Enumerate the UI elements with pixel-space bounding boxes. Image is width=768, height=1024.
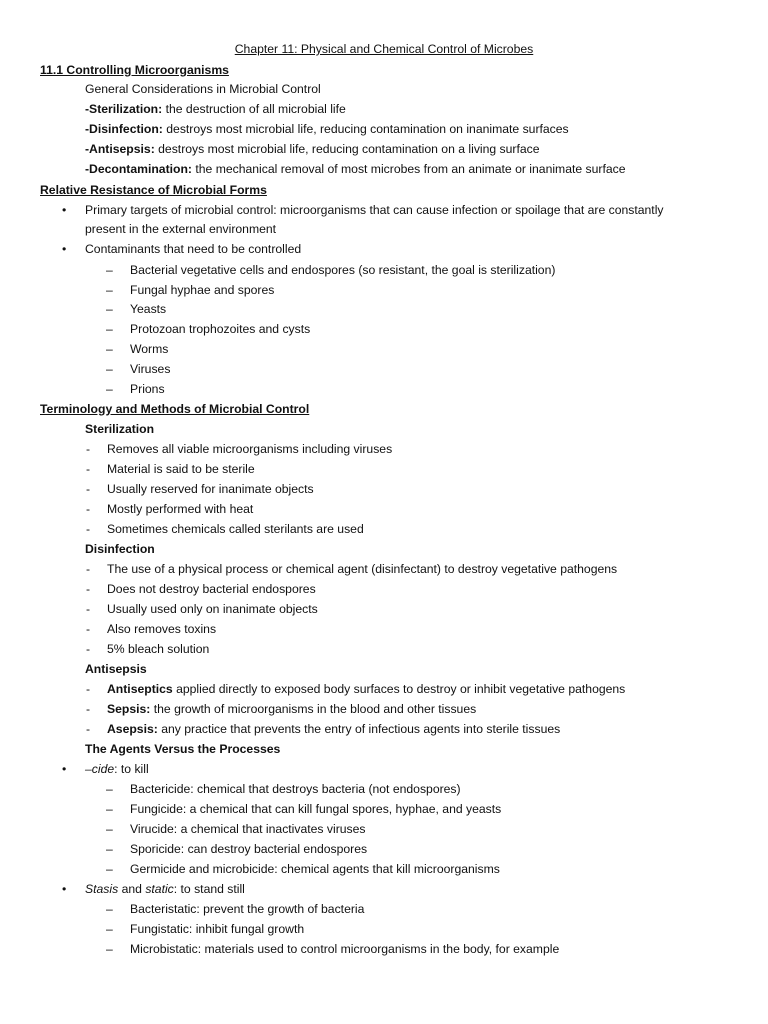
term: Sepsis: [107,702,151,716]
dash-icon: – [106,862,113,876]
term: -Antisepsis: [85,142,155,156]
list-item-contaminant: Bacterial vegetative cells and endospores (so resistant, the goal is sterilization) [130,263,556,277]
dash-icon: – [106,263,113,277]
term: –cide [85,762,115,776]
dash-icon: – [106,902,113,916]
list-item-static: Bacteristatic: prevent the growth of bacteria [130,902,365,916]
term: -Sterilization: [85,102,163,116]
list-item-sterilization: Material is said to be sterile [107,462,255,476]
definition-text: : to stand still [173,882,245,896]
term: -Decontamination: [85,162,192,176]
dash-icon: – [106,842,113,856]
list-item-disinfection: Usually used only on inanimate objects [107,602,318,616]
definition-antisepsis [85,141,540,157]
connector-text: and [118,882,146,896]
definition-sterilization [85,101,346,117]
dash-icon: – [106,382,113,396]
list-item-disinfection: 5% bleach solution [107,642,210,656]
bullet-primary-targets: Primary targets of microbial control: microorganisms that can cause infection or spoilage that are constantly [85,203,664,217]
dash-icon: – [106,283,113,297]
list-item-sterilization: Sometimes chemicals called sterilants are used [107,522,364,536]
list-item-contaminant: Prions [130,382,165,396]
list-item-sterilization: Usually reserved for inanimate objects [107,482,314,496]
page-title: Chapter 11: Physical and Chemical Control of Microbes [234,42,534,56]
definition-disinfection [85,121,569,137]
hyphen-icon: - [86,502,91,516]
definition-text: applied directly to exposed body surfaces to destroy or inhibit vegetative pathogens [172,682,626,696]
hyphen-icon: - [86,622,91,636]
definition-decontamination [85,161,626,177]
hyphen-icon: - [86,702,91,716]
subheading-agents-vs-processes: The Agents Versus the Processes [85,742,281,756]
term: Antiseptics [107,682,173,696]
hyphen-icon: - [86,682,91,696]
dash-icon: – [106,362,113,376]
hyphen-icon: - [86,482,91,496]
subheading-antisepsis: Antisepsis [85,662,147,676]
bullet-icon: • [62,203,67,217]
list-item-contaminant: Yeasts [130,302,167,316]
list-item-asepsis [107,721,560,737]
definition-text: the growth of microorganisms in the blood and other tissues [150,702,477,716]
list-item-sepsis [107,701,476,717]
definition-text: the mechanical removal of most microbes from an animate or inanimate surface [191,162,626,176]
dash-icon: – [106,942,113,956]
hyphen-icon: - [86,522,91,536]
hyphen-icon: - [86,462,91,476]
term: Stasis [85,882,119,896]
list-item-antiseptics [107,681,625,697]
list-item-cide: Bactericide: chemical that destroys bacteria (not endospores) [130,782,461,796]
subheading-general-considerations: General Considerations in Microbial Control [85,82,321,96]
list-item-cide: Fungicide: a chemical that can kill fungal spores, hyphae, and yeasts [130,802,502,816]
dash-icon: – [106,782,113,796]
dash-icon: – [106,342,113,356]
list-item-contaminant: Protozoan trophozoites and cysts [130,322,311,336]
dash-icon: – [106,802,113,816]
bullet-icon: • [62,762,67,776]
list-item-disinfection: The use of a physical process or chemical agent (disinfectant) to destroy vegetative pathogens [107,562,618,576]
subheading-disinfection: Disinfection [85,542,155,556]
list-item-contaminant: Fungal hyphae and spores [130,283,275,297]
hyphen-icon: - [86,582,91,596]
bullet-icon: • [62,882,67,896]
definition-text: destroys most microbial life, reducing contamination on inanimate surfaces [162,122,569,136]
list-item-contaminant: Viruses [130,362,171,376]
list-item-cide: Sporicide: can destroy bacterial endospores [130,842,368,856]
term: static [145,882,174,896]
section-heading-terminology: Terminology and Methods of Microbial Control [40,402,310,416]
bullet-icon: • [62,242,67,256]
dash-icon: – [106,302,113,316]
hyphen-icon: - [86,442,91,456]
section-heading-resistance: Relative Resistance of Microbial Forms [40,183,267,197]
bullet-contaminants: Contaminants that need to be controlled [85,242,302,256]
term: -Disinfection: [85,122,163,136]
hyphen-icon: - [86,562,91,576]
bullet-cide [85,761,149,777]
list-item-cide: Germicide and microbicide: chemical agents that kill microorganisms [130,862,500,876]
list-item-contaminant: Worms [130,342,169,356]
hyphen-icon: - [86,722,91,736]
list-item-disinfection: Does not destroy bacterial endospores [107,582,316,596]
dash-icon: – [106,322,113,336]
dash-icon: – [106,822,113,836]
list-item-disinfection: Also removes toxins [107,622,217,636]
hyphen-icon: - [86,602,91,616]
definition-text: destroys most microbial life, reducing contamination on a living surface [154,142,540,156]
list-item-cide: Virucide: a chemical that inactivates viruses [130,822,366,836]
section-heading-controlling: 11.1 Controlling Microorganisms [40,63,229,77]
subheading-sterilization: Sterilization [85,422,155,436]
bullet-stasis [85,881,245,897]
definition-text: any practice that prevents the entry of infectious agents into sterile tissues [157,722,561,736]
definition-text: the destruction of all microbial life [162,102,346,116]
list-item-static: Fungistatic: inhibit fungal growth [130,922,305,936]
term: Asepsis: [107,722,158,736]
dash-icon: – [106,922,113,936]
definition-text: : to kill [114,762,149,776]
list-item-sterilization: Mostly performed with heat [107,502,254,516]
hyphen-icon: - [86,642,91,656]
list-item-sterilization: Removes all viable microorganisms including viruses [107,442,393,456]
list-item-static: Microbistatic: materials used to control microorganisms in the body, for example [130,942,560,956]
bullet-primary-targets-continued: present in the external environment [85,222,277,236]
